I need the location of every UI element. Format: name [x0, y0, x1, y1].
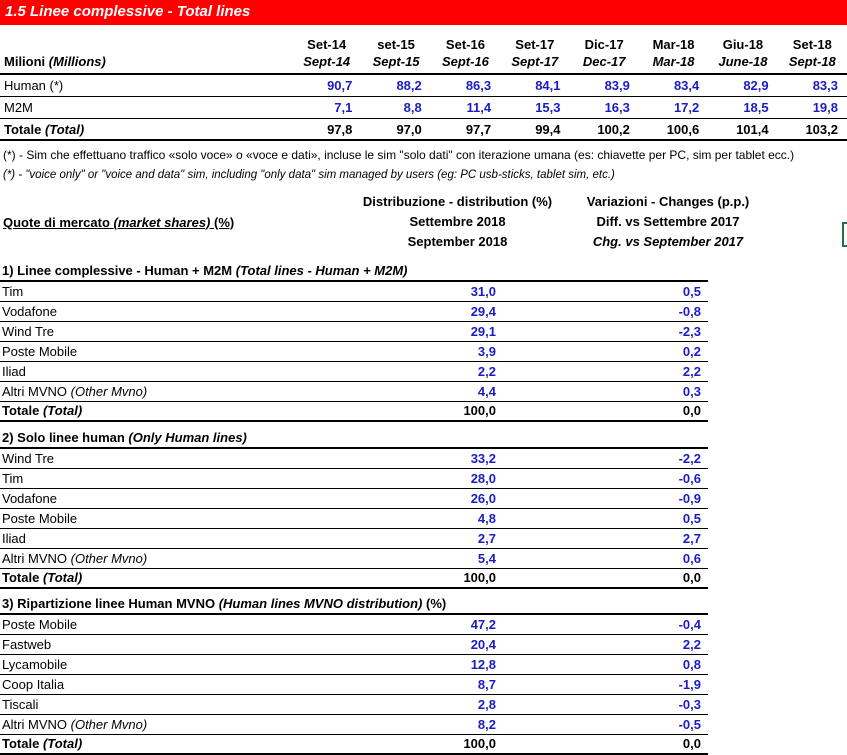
share-value: 28,0 [470, 471, 496, 486]
date-en: Sept-15 [372, 54, 420, 69]
share-value: 5,4 [477, 551, 496, 566]
date-col-header [639, 36, 708, 70]
cell-value: 18,5 [743, 100, 769, 115]
unit-label-en: (Millions) [48, 54, 106, 69]
share-value: 33,2 [470, 451, 496, 466]
selected-cell-indicator[interactable] [842, 222, 847, 247]
date-en: Sept-17 [511, 54, 559, 69]
operator-name: Tim [2, 471, 24, 486]
total-label-en: (Total) [42, 403, 83, 418]
date-en: Dec-17 [582, 54, 626, 69]
operator-name-en: (Other Mvno) [70, 384, 148, 399]
share-value: 2,8 [477, 697, 496, 712]
operator-label [0, 382, 300, 401]
table-row-total [0, 569, 708, 589]
operator-label [0, 509, 300, 528]
total-label-en: (Total) [42, 736, 83, 751]
distribution-header-line3: September 2018 [407, 234, 508, 249]
section-mvno-distribution [0, 595, 708, 755]
section-heading [0, 595, 708, 615]
total-label-it: Totale [2, 570, 40, 585]
operator-label [0, 635, 300, 654]
change-value: 0,0 [682, 570, 701, 585]
total-lines-table [0, 25, 847, 141]
change-value: 0,3 [682, 384, 701, 399]
share-value: 3,9 [477, 344, 496, 359]
table-row [0, 615, 708, 635]
table-row [0, 302, 708, 322]
change-value: 0,5 [682, 284, 701, 299]
share-value: 2,2 [477, 364, 496, 379]
table-row-total [0, 119, 847, 141]
change-value: -0,5 [678, 717, 701, 732]
date-it: Set-18 [792, 37, 832, 52]
cell-value: 97,7 [465, 122, 492, 137]
cell-value: 15,3 [535, 100, 561, 115]
row-label: M2M [4, 100, 33, 115]
date-it: set-15 [377, 37, 415, 52]
heading-it: 2) Solo linee human [2, 430, 125, 445]
unit-label [0, 53, 292, 70]
total-label [0, 402, 300, 420]
cell-value: 19,8 [812, 100, 838, 115]
table-row [0, 675, 708, 695]
operator-label [0, 322, 300, 341]
distribution-header-line2: Settembre 2018 [409, 214, 506, 229]
change-value: -2,3 [678, 324, 701, 339]
market-title-en: (market shares) [113, 214, 211, 230]
table-row [0, 715, 708, 735]
operator-label [0, 489, 300, 508]
footnote-english: (*) - "voice only" or "voice and data" sim, including "only data" sim managed by users (eg: PC usb-sticks, tablet sim, etc.) [3, 169, 615, 181]
operator-name: Altri MVNO [2, 384, 67, 399]
operator-name-en: (Other Mvno) [70, 551, 148, 566]
date-col-header [361, 36, 430, 70]
row-label [0, 119, 292, 140]
table-row [0, 362, 708, 382]
share-value: 4,4 [477, 384, 496, 399]
changes-header-line3: Chg. vs September 2017 [592, 234, 744, 249]
total-label [0, 569, 300, 587]
table-row [0, 282, 708, 302]
change-value: 2,2 [682, 637, 701, 652]
cell-value: 8,8 [403, 100, 422, 115]
operator-name: Altri MVNO [2, 551, 67, 566]
heading-en: (Total lines - Human + M2M) [235, 263, 408, 278]
cell-value: 16,3 [604, 100, 630, 115]
share-value: 100,0 [463, 403, 496, 418]
change-value: 0,8 [682, 657, 701, 672]
change-value: 0,0 [682, 403, 701, 418]
share-value: 20,4 [470, 637, 496, 652]
table-row [0, 489, 708, 509]
operator-label [0, 529, 300, 548]
cell-value: 83,4 [673, 78, 700, 93]
share-value: 4,8 [477, 511, 496, 526]
share-value: 29,4 [470, 304, 496, 319]
table-row [0, 635, 708, 655]
share-value: 47,2 [470, 617, 496, 632]
operator-label [0, 302, 300, 321]
table-row [0, 469, 708, 489]
heading-it: 1) Linee complessive - Human + M2M [2, 263, 233, 278]
table-row [0, 382, 708, 402]
change-value: 0,2 [682, 344, 701, 359]
operator-label [0, 715, 300, 734]
cell-value: 84,1 [535, 78, 561, 93]
market-title-suffix: (%) [214, 214, 235, 230]
table-row-total [0, 735, 708, 755]
date-it: Set-16 [445, 37, 485, 52]
date-col-header [431, 36, 500, 70]
operator-label [0, 695, 300, 714]
date-en: Sept-18 [788, 54, 836, 69]
date-it: Set-17 [515, 37, 555, 52]
operator-label [0, 549, 300, 568]
share-value: 12,8 [470, 657, 496, 672]
operator-label [0, 282, 300, 301]
change-value: 2,7 [682, 531, 701, 546]
operator-name-en: (Other Mvno) [70, 717, 148, 732]
operator-name: Wind Tre [2, 451, 55, 466]
change-value: -0,6 [678, 471, 701, 486]
date-it: Set-14 [307, 37, 347, 52]
date-col-header [778, 36, 847, 70]
cell-value: 97,0 [396, 122, 422, 137]
cell-value: 90,7 [327, 78, 353, 93]
footnote-italian: (*) - Sim che effettuano traffico «solo voce» o «voce e dati», incluse le sim "solo dati" con iterazione umana (es: chiavette per PC, sim per tablet ecc.) [3, 148, 795, 162]
operator-name: Fastweb [2, 637, 52, 652]
market-shares-header [0, 192, 847, 252]
cell-value: 100,2 [597, 122, 630, 137]
share-value: 8,2 [477, 717, 496, 732]
change-value: -2,2 [678, 451, 701, 466]
operator-name: Lycamobile [2, 657, 68, 672]
cell-value: 17,2 [673, 100, 700, 115]
cell-value: 100,6 [666, 122, 700, 137]
distribution-column-header [345, 192, 570, 252]
operator-label [0, 655, 300, 674]
date-it: Dic-17 [584, 37, 624, 52]
cell-value: 83,3 [812, 78, 838, 93]
section-human-lines [0, 429, 708, 589]
operator-label [0, 342, 300, 361]
total-label-en: (Total) [42, 570, 83, 585]
operator-name: Wind Tre [2, 324, 55, 339]
date-it: Mar-18 [652, 37, 695, 52]
table-row [0, 529, 708, 549]
operator-name: Tiscali [2, 697, 39, 712]
section-heading [0, 262, 708, 282]
heading-suffix: (%) [426, 596, 447, 611]
change-value: -0,4 [678, 617, 701, 632]
change-value: 0,6 [682, 551, 701, 566]
date-en: Mar-18 [652, 54, 695, 69]
date-en: June-18 [718, 54, 768, 69]
date-en: Sept-14 [303, 54, 351, 69]
share-value: 100,0 [463, 736, 496, 751]
operator-label [0, 362, 300, 381]
cell-value: 99,4 [535, 122, 561, 137]
table-row [0, 342, 708, 362]
cell-value: 86,3 [465, 78, 492, 93]
unit-label-it: Milioni [4, 54, 46, 69]
changes-header-line1: Variazioni - Changes (p.p.) [586, 194, 750, 209]
table-row-total [0, 402, 708, 422]
total-label-en: (Total) [44, 122, 85, 137]
total-label-it: Totale [2, 736, 40, 751]
cell-value: 7,1 [334, 100, 353, 115]
operator-name: Poste Mobile [2, 511, 78, 526]
operator-name: Altri MVNO [2, 717, 67, 732]
share-value: 26,0 [470, 491, 496, 506]
heading-it: 3) Ripartizione linee Human MVNO [2, 596, 216, 611]
heading-en: (Human lines MVNO distribution) [218, 596, 423, 611]
cell-value: 101,4 [736, 122, 769, 137]
change-value: -0,8 [678, 304, 701, 319]
cell-value: 82,9 [743, 78, 769, 93]
date-col-header [570, 36, 639, 70]
table-row [0, 322, 708, 342]
table-row-human [0, 75, 847, 97]
cell-value: 103,2 [805, 122, 838, 137]
row-label: Human (*) [4, 78, 64, 93]
share-value: 2,7 [477, 531, 496, 546]
sheet-title-banner [0, 0, 847, 25]
operator-name: Vodafone [2, 491, 57, 506]
change-value: -0,3 [678, 697, 701, 712]
share-value: 8,7 [477, 677, 496, 692]
sheet-title: 1.5 Linee complessive - Total lines [5, 3, 251, 20]
table-row [0, 449, 708, 469]
table-row-m2m [0, 97, 847, 119]
total-label-it: Totale [2, 403, 40, 418]
operator-name: Iliad [2, 364, 26, 379]
total-lines-table-header [0, 25, 847, 75]
total-label [0, 735, 300, 753]
change-value: 0,5 [682, 511, 701, 526]
cell-value: 97,8 [327, 122, 353, 137]
operator-name: Poste Mobile [2, 617, 78, 632]
change-value: 2,2 [682, 364, 701, 379]
date-en: Sept-16 [441, 54, 489, 69]
date-col-header [292, 36, 361, 70]
operator-name: Vodafone [2, 304, 57, 319]
operator-name: Iliad [2, 531, 26, 546]
section-heading [0, 429, 708, 449]
share-value: 31,0 [470, 284, 496, 299]
cell-value: 11,4 [466, 100, 492, 115]
table-row [0, 549, 708, 569]
operator-label [0, 469, 300, 488]
total-label-it: Totale [4, 122, 42, 137]
market-title-it: Quote di mercato [3, 214, 110, 230]
table-row [0, 509, 708, 529]
cell-value: 88,2 [396, 78, 422, 93]
changes-header-line2: Diff. vs Settembre 2017 [596, 214, 740, 229]
share-value: 29,1 [470, 324, 496, 339]
changes-column-header [570, 192, 766, 252]
date-col-header [500, 36, 569, 70]
change-value: 0,0 [682, 736, 701, 751]
share-value: 100,0 [463, 570, 496, 585]
change-value: -1,9 [678, 677, 701, 692]
operator-label [0, 615, 300, 634]
market-shares-title [0, 215, 345, 230]
table-row [0, 655, 708, 675]
distribution-header-line1: Distribuzione - distribution (%) [362, 194, 553, 209]
date-it: Giu-18 [722, 37, 764, 52]
operator-name: Tim [2, 284, 24, 299]
operator-label [0, 675, 300, 694]
change-value: -0,9 [678, 491, 701, 506]
cell-value: 83,9 [604, 78, 630, 93]
table-row [0, 695, 708, 715]
heading-en: (Only Human lines) [128, 430, 247, 445]
operator-name: Coop Italia [2, 677, 65, 692]
section-total-lines [0, 262, 708, 422]
date-col-header [708, 36, 777, 70]
operator-label [0, 449, 300, 468]
operator-name: Poste Mobile [2, 344, 78, 359]
